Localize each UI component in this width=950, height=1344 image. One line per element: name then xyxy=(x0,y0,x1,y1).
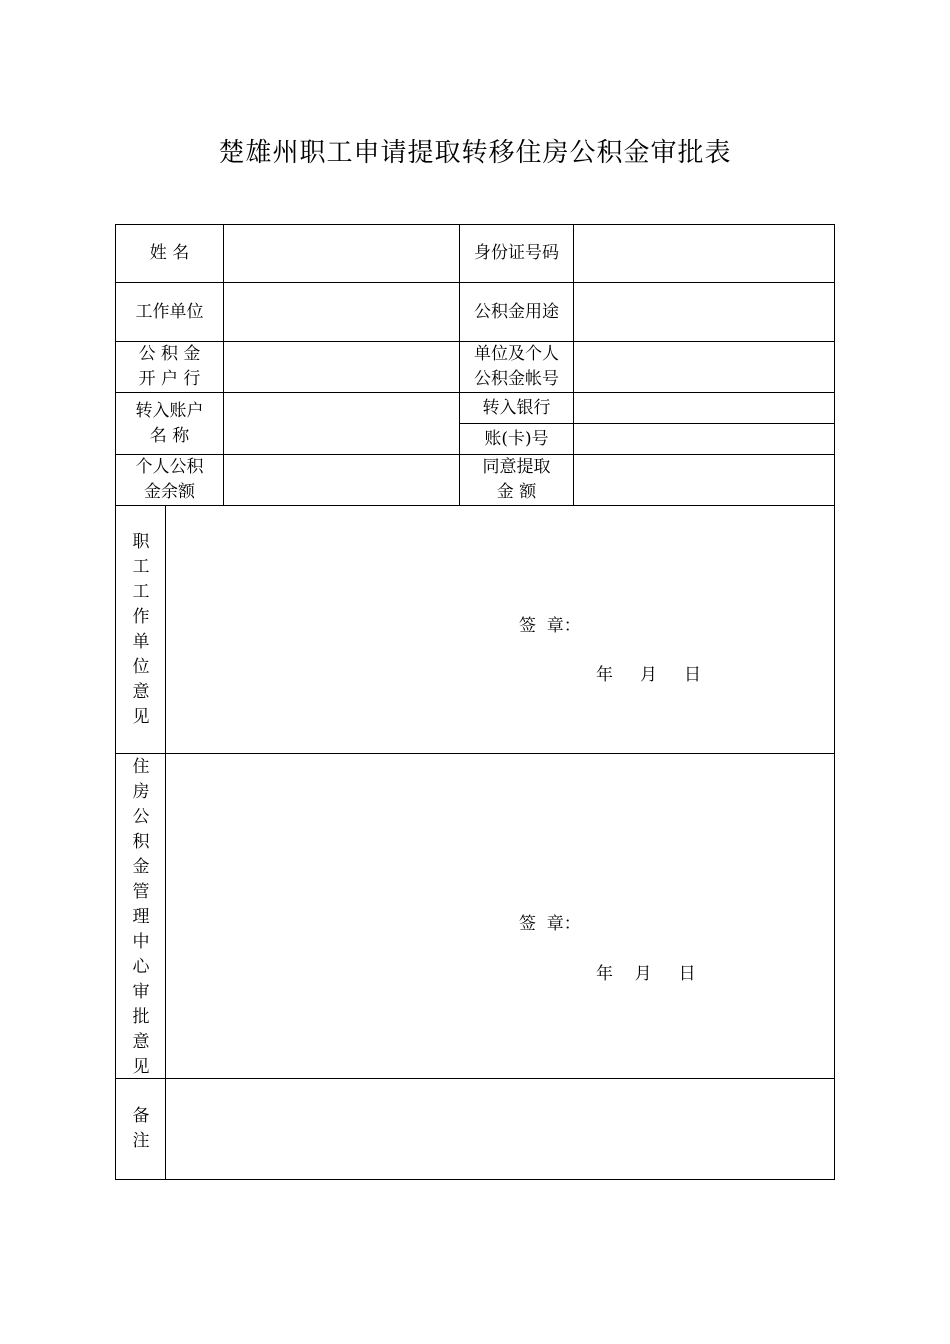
balance-field[interactable] xyxy=(224,455,459,505)
center-opinion-label: 住房公积金管理中心审批意见 xyxy=(132,757,150,1077)
name-field[interactable] xyxy=(224,225,459,282)
fund-bank-field[interactable] xyxy=(224,342,459,392)
transfer-bank-field[interactable] xyxy=(574,393,834,423)
card-number-field[interactable] xyxy=(574,424,834,454)
fund-usage-field[interactable] xyxy=(574,283,834,341)
id-number-label: 身份证号码 xyxy=(474,243,559,263)
transfer-account-name-label: 转入账户 名 称 xyxy=(135,400,204,446)
transfer-account-name-field[interactable] xyxy=(224,393,459,454)
fund-usage-label: 公积金用途 xyxy=(474,301,559,322)
remarks-label: 备注 xyxy=(132,1106,150,1151)
approved-amount-label: 同意提取 金 额 xyxy=(482,457,551,502)
approved-amount-field[interactable] xyxy=(574,455,834,505)
page-title: 楚雄州职工申请提取转移住房公积金审批表 xyxy=(218,138,732,168)
work-unit-label: 工作单位 xyxy=(135,301,204,322)
employer-seal-label: 签 章： xyxy=(519,616,581,636)
remarks-field[interactable] xyxy=(166,1079,834,1179)
work-unit-field[interactable] xyxy=(224,283,459,341)
center-date-label: 年 月 日 xyxy=(596,964,696,984)
center-opinion-field[interactable] xyxy=(166,754,834,1078)
employer-opinion-field[interactable] xyxy=(166,506,834,753)
fund-account-field[interactable] xyxy=(574,342,834,392)
fund-bank-label: 公 积 金 开 户 行 xyxy=(138,344,201,389)
id-number-field[interactable] xyxy=(574,225,834,282)
card-number-label: 账(卡)号 xyxy=(484,428,549,449)
employer-opinion-label: 职工工作单位意见 xyxy=(132,532,150,727)
name-label: 姓 名 xyxy=(149,243,190,263)
transfer-bank-label: 转入银行 xyxy=(482,397,551,418)
employer-date-label: 年 月 日 xyxy=(596,665,702,685)
balance-label: 个人公积 金余额 xyxy=(135,457,204,502)
fund-account-label: 单位及个人 公积金帐号 xyxy=(474,344,559,389)
center-seal-label: 签 章： xyxy=(519,914,581,934)
